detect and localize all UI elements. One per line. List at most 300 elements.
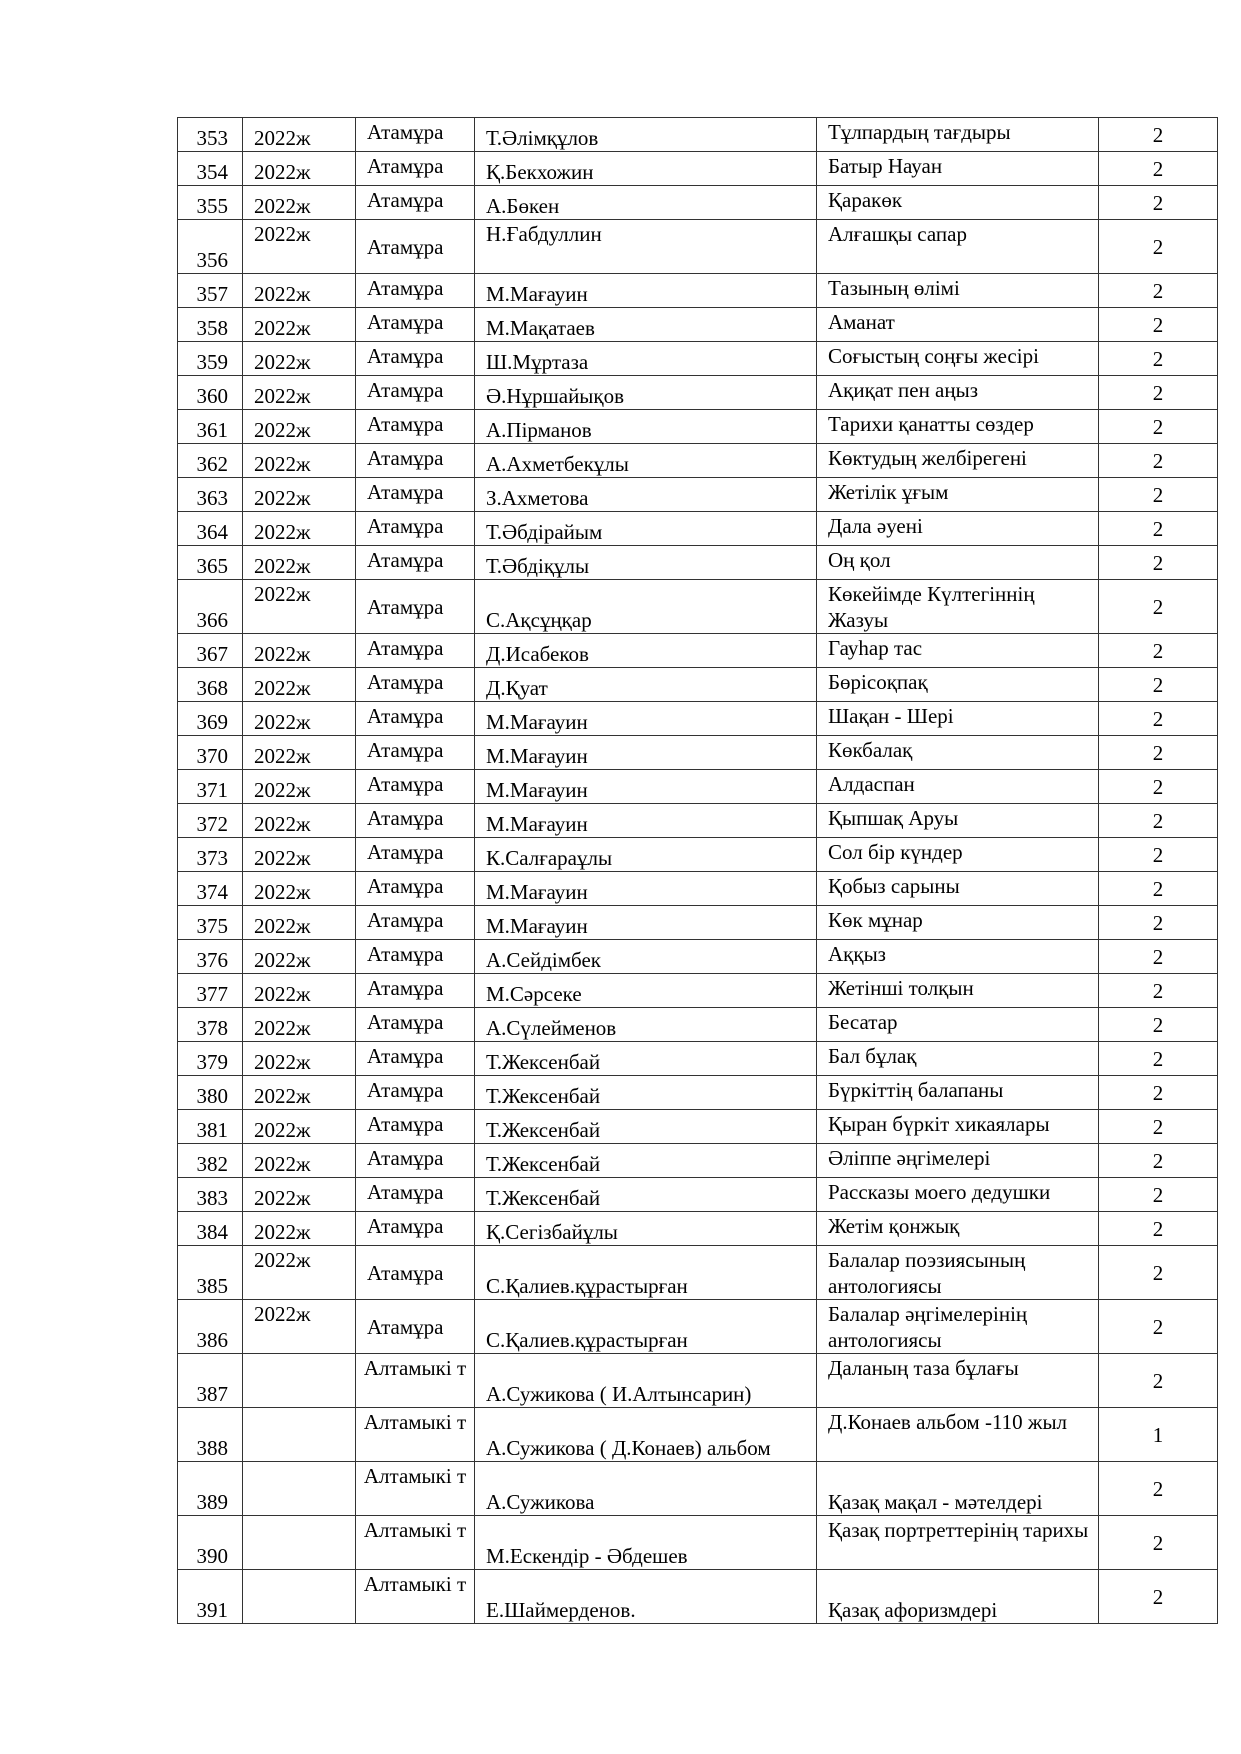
publisher-cell: [356, 1110, 475, 1144]
row-number: [178, 186, 243, 220]
year-cell: [243, 634, 356, 668]
author-cell: [475, 940, 817, 974]
row-number-text: 362: [196, 452, 228, 476]
publisher-cell-text: Атамұра: [367, 234, 444, 259]
year-cell-text: 2022ж: [254, 160, 311, 184]
title-cell-text: Қазақ афоризмдері: [828, 1598, 998, 1622]
row-number-text: 356: [196, 248, 228, 272]
publisher-cell: [356, 906, 475, 940]
publisher-cell-text: Алтамыкі т: [363, 1464, 467, 1488]
publisher-cell-text: Атамұра: [367, 594, 444, 619]
year-cell: [243, 1516, 356, 1570]
row-number-text: 390: [196, 1544, 228, 1568]
publisher-cell-text: Атамұра: [367, 738, 444, 762]
year-cell-text: 2022ж: [254, 812, 311, 836]
quantity-cell: [1099, 580, 1218, 634]
row-number: [178, 274, 243, 308]
year-cell: [243, 940, 356, 974]
author-cell: [475, 668, 817, 702]
author-cell-text: А.Сужикова ( И.Алтынсарин): [486, 1382, 752, 1406]
year-cell: [243, 1144, 356, 1178]
publisher-cell: [356, 1354, 475, 1408]
publisher-cell-text: Атамұра: [367, 514, 444, 538]
row-number: [178, 906, 243, 940]
year-cell: [243, 444, 356, 478]
quantity-cell: [1099, 872, 1218, 906]
quantity-cell-text: 2: [1152, 1046, 1164, 1071]
title-cell: [817, 736, 1099, 770]
year-cell-text: 2022ж: [254, 282, 311, 306]
table-row: [178, 186, 1218, 220]
table-row: [178, 804, 1218, 838]
year-cell: [243, 1008, 356, 1042]
author-cell-text: А.Сужикова: [486, 1490, 595, 1514]
title-cell: [817, 872, 1099, 906]
author-cell-text: Д.Қуат: [486, 676, 548, 700]
title-cell: [817, 838, 1099, 872]
title-cell: [817, 668, 1099, 702]
author-cell: [475, 308, 817, 342]
publisher-cell: [356, 770, 475, 804]
year-cell: [243, 872, 356, 906]
title-cell-text: Гауһар тас: [828, 636, 923, 660]
year-cell: [243, 702, 356, 736]
table-row: [178, 1042, 1218, 1076]
quantity-cell: [1099, 118, 1218, 152]
quantity-cell-text: 2: [1152, 1182, 1164, 1207]
author-cell-text: Т.Жексенбай: [486, 1152, 601, 1176]
title-cell-text: Алдаспан: [828, 772, 915, 796]
title-cell: [817, 1110, 1099, 1144]
table-row: [178, 634, 1218, 668]
author-cell-text: Е.Шаймерденов.: [486, 1598, 636, 1622]
row-number-text: 382: [196, 1152, 228, 1176]
publisher-cell: [356, 546, 475, 580]
year-cell-text: 2022ж: [254, 1220, 311, 1244]
table-row: [178, 1144, 1218, 1178]
year-cell-text: 2022ж: [254, 948, 311, 972]
publisher-cell: [356, 152, 475, 186]
row-number: [178, 668, 243, 702]
title-cell-text: Аманат: [828, 310, 895, 334]
year-cell-text: 2022ж: [254, 982, 311, 1006]
row-number-text: 359: [196, 350, 228, 374]
year-cell: [243, 804, 356, 838]
publisher-cell-text: Атамұра: [367, 1314, 444, 1339]
title-cell-text: Даланың таза бұлағы: [828, 1356, 1019, 1380]
author-cell: [475, 152, 817, 186]
title-cell: [817, 1144, 1099, 1178]
row-number: [178, 444, 243, 478]
row-number-text: 357: [196, 282, 228, 306]
publisher-cell-text: Атамұра: [367, 806, 444, 830]
table-row: [178, 546, 1218, 580]
row-number-text: 383: [196, 1186, 228, 1210]
title-cell: [817, 906, 1099, 940]
title-cell-text: Балалар әңгімелерінің антологиясы: [828, 1302, 1028, 1352]
author-cell: [475, 1516, 817, 1570]
title-cell: [817, 274, 1099, 308]
author-cell-text: М.Мағауин: [486, 778, 588, 802]
quantity-cell: [1099, 1212, 1218, 1246]
year-cell-text: 2022ж: [254, 846, 311, 870]
row-number-text: 369: [196, 710, 228, 734]
row-number: [178, 1144, 243, 1178]
publisher-cell-text: Атамұра: [367, 154, 444, 178]
author-cell-text: М.Мағауин: [486, 880, 588, 904]
row-number: [178, 872, 243, 906]
year-cell: [243, 974, 356, 1008]
year-cell: [243, 410, 356, 444]
publisher-cell: [356, 1076, 475, 1110]
author-cell-text: А.Сейдімбек: [486, 948, 601, 972]
row-number-text: 367: [196, 642, 228, 666]
year-cell: [243, 580, 356, 634]
row-number-text: 368: [196, 676, 228, 700]
author-cell-text: Т.Жексенбай: [486, 1118, 601, 1142]
quantity-cell: [1099, 1516, 1218, 1570]
table-row: [178, 342, 1218, 376]
quantity-cell-text: 2: [1152, 842, 1164, 867]
table-row: [178, 152, 1218, 186]
year-cell: [243, 478, 356, 512]
year-cell-text: 2022ж: [254, 880, 311, 904]
publisher-cell: [356, 1246, 475, 1300]
row-number: [178, 308, 243, 342]
row-number-text: 377: [196, 982, 228, 1006]
quantity-cell-text: 2: [1152, 482, 1164, 507]
title-cell: [817, 974, 1099, 1008]
year-cell: [243, 118, 356, 152]
title-cell-text: Аққыз: [828, 942, 886, 966]
row-number-text: 376: [196, 948, 228, 972]
publisher-cell-text: Атамұра: [367, 276, 444, 300]
quantity-cell-text: 2: [1152, 1368, 1164, 1393]
title-cell-text: Бүркіттің балапаны: [828, 1078, 1004, 1102]
author-cell-text: М.Мағауин: [486, 914, 588, 938]
title-cell-text: Қазақ портреттерінің тарихы: [828, 1518, 1089, 1542]
quantity-cell: [1099, 1462, 1218, 1516]
quantity-cell-text: 2: [1152, 278, 1164, 303]
title-cell-text: Шақан - Шері: [828, 704, 954, 728]
author-cell: [475, 634, 817, 668]
row-number: [178, 1516, 243, 1570]
title-cell-text: Жетім қонжық: [828, 1214, 960, 1238]
table-row: [178, 838, 1218, 872]
row-number-text: 364: [196, 520, 228, 544]
quantity-cell-text: 2: [1152, 740, 1164, 765]
quantity-cell: [1099, 974, 1218, 1008]
row-number: [178, 1008, 243, 1042]
row-number: [178, 1178, 243, 1212]
author-cell-text: Д.Исабеков: [486, 642, 589, 666]
year-cell: [243, 152, 356, 186]
author-cell: [475, 1462, 817, 1516]
table-row: [178, 940, 1218, 974]
title-cell: [817, 1042, 1099, 1076]
row-number: [178, 546, 243, 580]
year-cell: [243, 1300, 356, 1354]
quantity-cell-text: 2: [1152, 312, 1164, 337]
row-number: [178, 736, 243, 770]
table-row: [178, 872, 1218, 906]
author-cell-text: М.Мағауин: [486, 710, 588, 734]
author-cell: [475, 1408, 817, 1462]
quantity-cell: [1099, 1246, 1218, 1300]
quantity-cell: [1099, 770, 1218, 804]
publisher-cell-text: Атамұра: [367, 412, 444, 436]
year-cell-text: 2022ж: [254, 1302, 311, 1326]
quantity-cell: [1099, 1144, 1218, 1178]
row-number: [178, 940, 243, 974]
author-cell-text: С.Қалиев.құрастырған: [486, 1274, 688, 1298]
publisher-cell: [356, 872, 475, 906]
quantity-cell: [1099, 804, 1218, 838]
quantity-cell: [1099, 376, 1218, 410]
row-number: [178, 152, 243, 186]
title-cell: [817, 1516, 1099, 1570]
title-cell-text: Әліппе әңгімелері: [828, 1146, 991, 1170]
year-cell-text: 2022ж: [254, 1084, 311, 1108]
row-number-text: 366: [196, 608, 228, 632]
row-number-text: 365: [196, 554, 228, 578]
row-number-text: 391: [196, 1598, 228, 1622]
title-cell-text: Рассказы моего дедушки: [828, 1180, 1051, 1204]
author-cell: [475, 118, 817, 152]
table-row: [178, 220, 1218, 274]
row-number-text: 354: [196, 160, 228, 184]
table-row: [178, 906, 1218, 940]
title-cell-text: Алғашқы сапар: [828, 222, 967, 246]
author-cell-text: З.Ахметова: [486, 486, 589, 510]
year-cell: [243, 1110, 356, 1144]
row-number: [178, 512, 243, 546]
author-cell: [475, 736, 817, 770]
row-number-text: 358: [196, 316, 228, 340]
author-cell: [475, 478, 817, 512]
row-number-text: 360: [196, 384, 228, 408]
row-number-text: 384: [196, 1220, 228, 1244]
row-number: [178, 118, 243, 152]
row-number-text: 353: [196, 126, 228, 150]
title-cell: [817, 1178, 1099, 1212]
publisher-cell: [356, 1462, 475, 1516]
author-cell-text: А.Сужикова ( Д.Конаев) альбом: [486, 1436, 771, 1460]
publisher-cell: [356, 478, 475, 512]
author-cell-text: А.Сүлейменов: [486, 1016, 617, 1040]
table-row: [178, 974, 1218, 1008]
quantity-cell-text: 2: [1152, 1148, 1164, 1173]
quantity-cell-text: 2: [1152, 234, 1164, 259]
title-cell-text: Д.Конаев альбом -110 жыл: [828, 1410, 1068, 1434]
author-cell: [475, 1042, 817, 1076]
quantity-cell: [1099, 186, 1218, 220]
author-cell-text: А.Пірманов: [486, 418, 592, 442]
publisher-cell-text: Атамұра: [367, 548, 444, 572]
row-number: [178, 1246, 243, 1300]
year-cell-text: 2022ж: [254, 676, 311, 700]
row-number-text: 355: [196, 194, 228, 218]
table-row: [178, 1212, 1218, 1246]
row-number-text: 379: [196, 1050, 228, 1074]
year-cell: [243, 1042, 356, 1076]
row-number: [178, 376, 243, 410]
quantity-cell: [1099, 702, 1218, 736]
title-cell-text: Тазының өлімі: [828, 276, 960, 300]
title-cell: [817, 186, 1099, 220]
table-row: [178, 1246, 1218, 1300]
author-cell: [475, 444, 817, 478]
quantity-cell: [1099, 1408, 1218, 1462]
row-number: [178, 702, 243, 736]
year-cell-text: 2022ж: [254, 710, 311, 734]
publisher-cell: [356, 1408, 475, 1462]
quantity-cell: [1099, 546, 1218, 580]
year-cell: [243, 1076, 356, 1110]
title-cell-text: Сол бір күндер: [828, 840, 963, 864]
year-cell: [243, 1178, 356, 1212]
row-number-text: 385: [196, 1274, 228, 1298]
quantity-cell: [1099, 512, 1218, 546]
publisher-cell: [356, 1042, 475, 1076]
author-cell: [475, 1178, 817, 1212]
author-cell: [475, 1570, 817, 1624]
year-cell-text: 2022ж: [254, 1118, 311, 1142]
year-cell: [243, 546, 356, 580]
row-number: [178, 478, 243, 512]
quantity-cell: [1099, 1300, 1218, 1354]
publisher-cell: [356, 118, 475, 152]
publisher-cell: [356, 220, 475, 274]
publisher-cell: [356, 376, 475, 410]
publisher-cell-text: Атамұра: [367, 1180, 444, 1204]
table-row: [178, 736, 1218, 770]
publisher-cell-text: Атамұра: [367, 874, 444, 898]
row-number: [178, 1212, 243, 1246]
publisher-cell: [356, 940, 475, 974]
year-cell-text: 2022ж: [254, 582, 311, 606]
row-number: [178, 220, 243, 274]
title-cell: [817, 804, 1099, 838]
quantity-cell: [1099, 634, 1218, 668]
publisher-cell-text: Атамұра: [367, 310, 444, 334]
row-number-text: 374: [196, 880, 228, 904]
table-row: [178, 1570, 1218, 1624]
author-cell-text: Ш.Мұртаза: [486, 350, 589, 374]
quantity-cell-text: 2: [1152, 1476, 1164, 1501]
quantity-cell: [1099, 1110, 1218, 1144]
row-number: [178, 1076, 243, 1110]
author-cell: [475, 1144, 817, 1178]
publisher-cell-text: Атамұра: [367, 840, 444, 864]
publisher-cell-text: Алтамыкі т: [363, 1410, 467, 1434]
title-cell: [817, 444, 1099, 478]
title-cell: [817, 308, 1099, 342]
title-cell-text: Балалар поэзиясының антологиясы: [828, 1248, 1026, 1298]
year-cell: [243, 342, 356, 376]
publisher-cell: [356, 410, 475, 444]
publisher-cell: [356, 308, 475, 342]
row-number-text: 389: [196, 1490, 228, 1514]
publisher-cell: [356, 702, 475, 736]
author-cell: [475, 770, 817, 804]
row-number-text: 378: [196, 1016, 228, 1040]
title-cell: [817, 546, 1099, 580]
table-row: [178, 1408, 1218, 1462]
author-cell-text: М.Сәрсеке: [486, 982, 582, 1006]
publisher-cell: [356, 804, 475, 838]
year-cell: [243, 186, 356, 220]
author-cell-text: Т.Жексенбай: [486, 1050, 601, 1074]
publisher-cell-text: Атамұра: [367, 188, 444, 212]
author-cell-text: М.Мағауин: [486, 282, 588, 306]
book-list-table: [177, 117, 1218, 1624]
row-number: [178, 804, 243, 838]
year-cell-text: 2022ж: [254, 1152, 311, 1176]
table-row: [178, 1462, 1218, 1516]
year-cell-text: 2022ж: [254, 486, 311, 510]
title-cell: [817, 1300, 1099, 1354]
table-row: [178, 118, 1218, 152]
table-row: [178, 376, 1218, 410]
year-cell: [243, 1246, 356, 1300]
author-cell-text: С.Қалиев.құрастырған: [486, 1328, 688, 1352]
publisher-cell: [356, 580, 475, 634]
publisher-cell-text: Атамұра: [367, 670, 444, 694]
year-cell-text: 2022ж: [254, 350, 311, 374]
title-cell-text: Бесатар: [828, 1010, 898, 1034]
title-cell-text: Көктудың желбірегені: [828, 446, 1027, 470]
publisher-cell-text: Атамұра: [367, 344, 444, 368]
year-cell: [243, 376, 356, 410]
publisher-cell: [356, 838, 475, 872]
title-cell: [817, 1076, 1099, 1110]
year-cell: [243, 308, 356, 342]
author-cell: [475, 546, 817, 580]
year-cell: [243, 838, 356, 872]
publisher-cell-text: Атамұра: [367, 1044, 444, 1068]
quantity-cell: [1099, 736, 1218, 770]
publisher-cell-text: Атамұра: [367, 120, 444, 144]
author-cell: [475, 186, 817, 220]
title-cell-text: Қаракөк: [828, 188, 903, 212]
quantity-cell-text: 2: [1152, 808, 1164, 833]
quantity-cell: [1099, 1354, 1218, 1408]
row-number-text: 371: [196, 778, 228, 802]
row-number-text: 386: [196, 1328, 228, 1352]
author-cell-text: А.Бөкен: [486, 194, 560, 218]
title-cell: [817, 1408, 1099, 1462]
year-cell-text: 2022ж: [254, 194, 311, 218]
quantity-cell-text: 2: [1152, 550, 1164, 575]
quantity-cell-text: 2: [1152, 1584, 1164, 1609]
quantity-cell: [1099, 1076, 1218, 1110]
publisher-cell-text: Алтамыкі т: [363, 1572, 467, 1596]
title-cell-text: Дала әуені: [828, 514, 923, 538]
title-cell: [817, 702, 1099, 736]
row-number: [178, 1110, 243, 1144]
title-cell-text: Оң қол: [828, 548, 891, 572]
publisher-cell-text: Атамұра: [367, 480, 444, 504]
row-number-text: 380: [196, 1084, 228, 1108]
year-cell: [243, 906, 356, 940]
row-number: [178, 770, 243, 804]
quantity-cell-text: 1: [1152, 1422, 1164, 1447]
quantity-cell-text: 2: [1152, 706, 1164, 731]
author-cell: [475, 1110, 817, 1144]
year-cell: [243, 770, 356, 804]
quantity-cell-text: 2: [1152, 448, 1164, 473]
